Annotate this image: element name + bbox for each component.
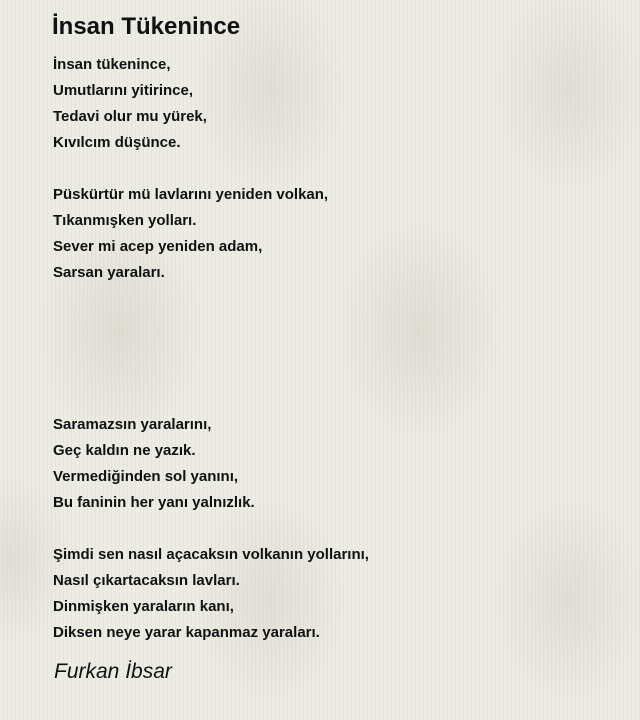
poem-line: Tedavi olur mu yürek, xyxy=(53,108,207,125)
poem-line: Geç kaldın ne yazık. xyxy=(53,442,196,459)
stanza xyxy=(53,542,369,646)
poem-line: Bu faninin her yanı yalnızlık. xyxy=(53,494,255,511)
poem-line: İnsan tükenince, xyxy=(53,56,171,73)
stanza xyxy=(53,182,328,286)
poem-line: Umutlarını yitirince, xyxy=(53,82,194,99)
poem-author: Furkan İbsar xyxy=(54,660,172,683)
poem-line: Kıvılcım düşünce. xyxy=(53,134,181,151)
poem-line: Vermediğinden sol yanını, xyxy=(53,468,239,485)
stanza xyxy=(53,412,255,516)
poem-title: İnsan Tükenince xyxy=(52,13,241,40)
poem-line: Sever mi acep yeniden adam, xyxy=(53,238,263,255)
poem-line: Sarsan yaraları. xyxy=(53,264,165,281)
poem-line: Püskürtür mü lavlarını yeniden volkan, xyxy=(53,186,329,203)
poem-line: Saramazsın yaralarını, xyxy=(53,416,212,433)
poem-line: Dinmişken yaraların kanı, xyxy=(53,598,234,615)
poem-line: Tıkanmışken yolları. xyxy=(53,212,197,229)
poem-line: Şimdi sen nasıl açacaksın volkanın yollarını, xyxy=(53,546,369,563)
poem-line: Diksen neye yarar kapanmaz yaraları. xyxy=(53,624,320,641)
poem-line: Nasıl çıkartacaksın lavları. xyxy=(53,572,240,589)
stanza xyxy=(53,52,207,156)
